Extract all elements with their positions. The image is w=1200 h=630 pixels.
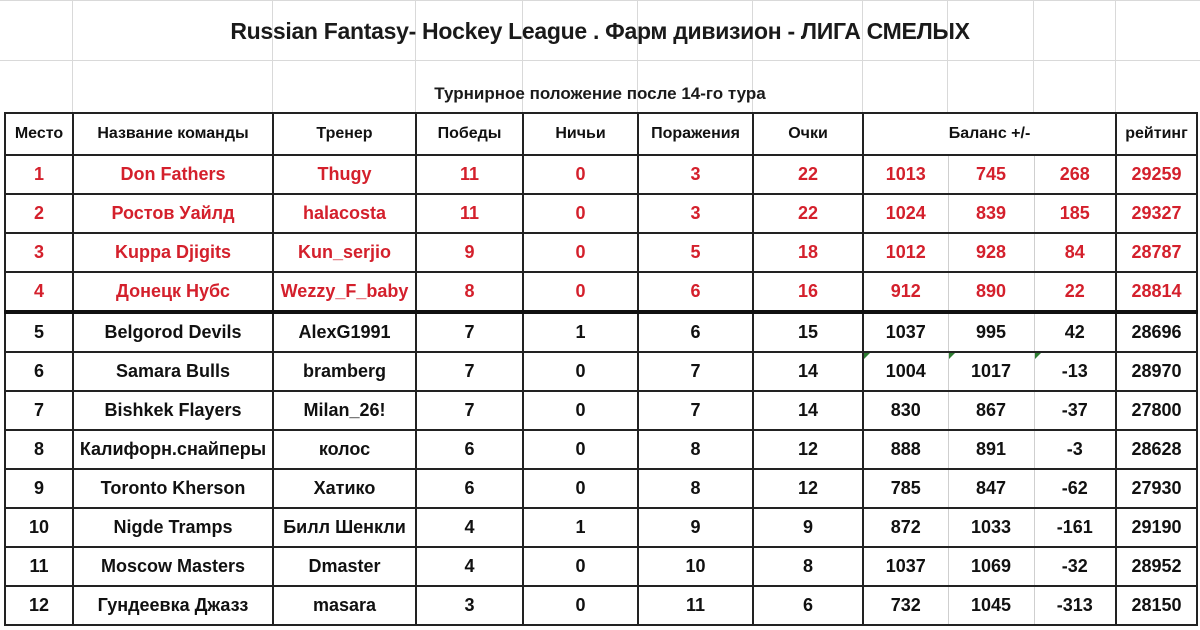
cell-balance-diff[interactable]: -313 — [1034, 586, 1116, 625]
cell-coach[interactable]: bramberg — [273, 352, 416, 391]
cell-note-marker — [864, 353, 870, 359]
cell-balance-scored[interactable]: 912 — [863, 272, 948, 312]
cell-coach[interactable]: halacosta — [273, 194, 416, 233]
cell-balance-scored[interactable]: 1037 — [863, 312, 948, 352]
table-row — [5, 194, 1197, 233]
cell-balance-conceded[interactable]: 890 — [948, 272, 1034, 312]
cell-losses[interactable]: 6 — [638, 272, 753, 312]
cell-place[interactable]: 1 — [5, 155, 73, 194]
cell-draws[interactable]: 1 — [523, 508, 638, 547]
cell-draws[interactable]: 0 — [523, 469, 638, 508]
header-wins[interactable]: Победы — [416, 113, 523, 155]
table-row — [5, 547, 1197, 586]
cell-team[interactable]: Bishkek Flayers — [73, 391, 273, 430]
cell-balance-conceded[interactable]: 1045 — [948, 586, 1034, 625]
cell-place[interactable]: 3 — [5, 233, 73, 272]
cell-coach[interactable]: Kun_serjio — [273, 233, 416, 272]
cell-balance-diff[interactable]: 22 — [1034, 272, 1116, 312]
cell-balance-conceded[interactable]: 928 — [948, 233, 1034, 272]
cell-losses[interactable]: 7 — [638, 391, 753, 430]
cell-wins[interactable]: 11 — [416, 155, 523, 194]
table-row — [5, 233, 1197, 272]
cell-coach[interactable]: Milan_26! — [273, 391, 416, 430]
cell-place[interactable]: 8 — [5, 430, 73, 469]
cell-coach[interactable]: masara — [273, 586, 416, 625]
cell-points[interactable]: 15 — [753, 312, 863, 352]
cell-coach[interactable]: колос — [273, 430, 416, 469]
cell-points[interactable]: 18 — [753, 233, 863, 272]
cell-team[interactable]: Nigde Tramps — [73, 508, 273, 547]
header-coach[interactable]: Тренер — [273, 113, 416, 155]
table-row — [5, 352, 1197, 391]
cell-draws[interactable]: 0 — [523, 233, 638, 272]
table-row — [5, 508, 1197, 547]
cell-place[interactable]: 7 — [5, 391, 73, 430]
cell-wins[interactable]: 4 — [416, 547, 523, 586]
header-team[interactable]: Название команды — [73, 113, 273, 155]
cell-rating[interactable]: 29190 — [1116, 508, 1197, 547]
cell-points[interactable]: 6 — [753, 586, 863, 625]
cell-wins[interactable]: 3 — [416, 586, 523, 625]
cell-balance-conceded[interactable]: 1017 — [948, 352, 1034, 391]
cell-balance-scored[interactable]: 1013 — [863, 155, 948, 194]
cell-wins[interactable]: 7 — [416, 391, 523, 430]
cell-team[interactable]: Калифорн.снайперы — [73, 430, 273, 469]
cell-points[interactable]: 8 — [753, 547, 863, 586]
cell-balance-diff[interactable]: 268 — [1034, 155, 1116, 194]
cell-draws[interactable]: 0 — [523, 352, 638, 391]
cell-place[interactable]: 5 — [5, 312, 73, 352]
cell-balance-diff[interactable]: -62 — [1034, 469, 1116, 508]
cell-rating[interactable]: 28150 — [1116, 586, 1197, 625]
cell-points[interactable]: 12 — [753, 430, 863, 469]
cell-balance-conceded[interactable]: 995 — [948, 312, 1034, 352]
cell-coach[interactable]: Билл Шенкли — [273, 508, 416, 547]
cell-rating[interactable]: 28787 — [1116, 233, 1197, 272]
cell-points[interactable]: 22 — [753, 155, 863, 194]
cell-team[interactable]: Toronto Kherson — [73, 469, 273, 508]
cell-wins[interactable]: 4 — [416, 508, 523, 547]
cell-team[interactable]: Moscow Masters — [73, 547, 273, 586]
cell-balance-conceded[interactable]: 847 — [948, 469, 1034, 508]
cell-place[interactable]: 9 — [5, 469, 73, 508]
cell-balance-conceded[interactable]: 745 — [948, 155, 1034, 194]
cell-balance-diff[interactable]: 84 — [1034, 233, 1116, 272]
cell-balance-diff[interactable]: -32 — [1034, 547, 1116, 586]
cell-coach[interactable]: Thugy — [273, 155, 416, 194]
cell-rating[interactable]: 28696 — [1116, 312, 1197, 352]
table-row — [5, 391, 1197, 430]
cell-balance-diff[interactable]: -161 — [1034, 508, 1116, 547]
cell-balance-scored[interactable]: 872 — [863, 508, 948, 547]
cell-place[interactable]: 12 — [5, 586, 73, 625]
cell-balance-scored[interactable]: 1004 — [863, 352, 948, 391]
cell-rating[interactable]: 28814 — [1116, 272, 1197, 312]
cell-balance-scored[interactable]: 1024 — [863, 194, 948, 233]
cell-draws[interactable]: 0 — [523, 586, 638, 625]
cell-team[interactable]: Гундеевка Джазз — [73, 586, 273, 625]
cell-place[interactable]: 2 — [5, 194, 73, 233]
cell-rating[interactable]: 27930 — [1116, 469, 1197, 508]
cell-losses[interactable]: 10 — [638, 547, 753, 586]
header-row — [5, 113, 1197, 155]
cell-balance-scored[interactable]: 785 — [863, 469, 948, 508]
cell-team[interactable]: Kuppa Djigits — [73, 233, 273, 272]
header-losses[interactable]: Поражения — [638, 113, 753, 155]
cell-rating[interactable]: 29259 — [1116, 155, 1197, 194]
cell-losses[interactable]: 8 — [638, 430, 753, 469]
cell-balance-conceded[interactable]: 1033 — [948, 508, 1034, 547]
cell-note-marker — [949, 353, 955, 359]
cell-balance-conceded[interactable]: 839 — [948, 194, 1034, 233]
cell-losses[interactable]: 8 — [638, 469, 753, 508]
cell-losses[interactable]: 5 — [638, 233, 753, 272]
cell-draws[interactable]: 0 — [523, 194, 638, 233]
cell-note-marker — [1035, 353, 1041, 359]
cell-wins[interactable]: 7 — [416, 352, 523, 391]
cell-team[interactable]: Ростов Уайлд — [73, 194, 273, 233]
cell-team[interactable]: Don Fathers — [73, 155, 273, 194]
cell-balance-diff[interactable]: -37 — [1034, 391, 1116, 430]
cell-points[interactable]: 12 — [753, 469, 863, 508]
table-row — [5, 586, 1197, 625]
header-rating[interactable]: рейтинг — [1116, 113, 1197, 155]
cell-place[interactable]: 6 — [5, 352, 73, 391]
header-balance[interactable]: Баланс +/- — [863, 113, 1116, 155]
table-row — [5, 155, 1197, 194]
cell-wins[interactable]: 11 — [416, 194, 523, 233]
cell-balance-conceded[interactable]: 1069 — [948, 547, 1034, 586]
cell-losses[interactable]: 6 — [638, 312, 753, 352]
cell-rating[interactable]: 28628 — [1116, 430, 1197, 469]
cell-rating[interactable]: 28970 — [1116, 352, 1197, 391]
cell-balance-scored[interactable]: 830 — [863, 391, 948, 430]
table-row — [5, 469, 1197, 508]
cell-balance-scored[interactable]: 1037 — [863, 547, 948, 586]
table-row — [5, 272, 1197, 312]
cell-draws[interactable]: 1 — [523, 312, 638, 352]
header-place[interactable]: Место — [5, 113, 73, 155]
cell-points[interactable]: 9 — [753, 508, 863, 547]
cell-rating[interactable]: 28952 — [1116, 547, 1197, 586]
cell-balance-conceded[interactable]: 891 — [948, 430, 1034, 469]
cell-draws[interactable]: 0 — [523, 430, 638, 469]
cell-team[interactable]: Samara Bulls — [73, 352, 273, 391]
cell-points[interactable]: 16 — [753, 272, 863, 312]
cell-rating[interactable]: 27800 — [1116, 391, 1197, 430]
cell-draws[interactable]: 0 — [523, 155, 638, 194]
cell-draws[interactable]: 0 — [523, 547, 638, 586]
cell-coach[interactable]: AlexG1991 — [273, 312, 416, 352]
cell-losses[interactable]: 9 — [638, 508, 753, 547]
cell-coach[interactable]: Dmaster — [273, 547, 416, 586]
cell-losses[interactable]: 3 — [638, 155, 753, 194]
cell-coach[interactable]: Хатико — [273, 469, 416, 508]
cell-wins[interactable]: 9 — [416, 233, 523, 272]
cell-coach[interactable]: Wezzy_F_baby — [273, 272, 416, 312]
cell-balance-diff[interactable]: -13 — [1034, 352, 1116, 391]
cell-balance-diff[interactable]: 42 — [1034, 312, 1116, 352]
cell-balance-diff[interactable]: 185 — [1034, 194, 1116, 233]
cell-place[interactable]: 10 — [5, 508, 73, 547]
table-row — [5, 430, 1197, 469]
cell-points[interactable]: 22 — [753, 194, 863, 233]
cell-wins[interactable]: 7 — [416, 312, 523, 352]
cell-wins[interactable]: 6 — [416, 430, 523, 469]
cell-balance-diff[interactable]: -3 — [1034, 430, 1116, 469]
cell-rating[interactable]: 29327 — [1116, 194, 1197, 233]
cell-points[interactable]: 14 — [753, 352, 863, 391]
page-subtitle: Турнирное положение после 14-го тура — [434, 84, 766, 103]
cell-losses[interactable]: 3 — [638, 194, 753, 233]
cell-balance-conceded[interactable]: 867 — [948, 391, 1034, 430]
cell-losses[interactable]: 11 — [638, 586, 753, 625]
standings-table — [4, 112, 1198, 626]
cell-balance-scored[interactable]: 1012 — [863, 233, 948, 272]
table-row — [5, 312, 1197, 352]
cell-team[interactable]: Донецк Нубс — [73, 272, 273, 312]
cell-losses[interactable]: 7 — [638, 352, 753, 391]
page-title: Russian Fantasy- Hockey League . Фарм дивизион - ЛИГА СМЕЛЫХ — [230, 18, 970, 44]
cell-wins[interactable]: 8 — [416, 272, 523, 312]
cell-wins[interactable]: 6 — [416, 469, 523, 508]
header-points[interactable]: Очки — [753, 113, 863, 155]
cell-place[interactable]: 4 — [5, 272, 73, 312]
cell-balance-scored[interactable]: 732 — [863, 586, 948, 625]
cell-team[interactable]: Belgorod Devils — [73, 312, 273, 352]
cell-points[interactable]: 14 — [753, 391, 863, 430]
cell-place[interactable]: 11 — [5, 547, 73, 586]
cell-draws[interactable]: 0 — [523, 391, 638, 430]
cell-draws[interactable]: 0 — [523, 272, 638, 312]
header-draws[interactable]: Ничьи — [523, 113, 638, 155]
cell-balance-scored[interactable]: 888 — [863, 430, 948, 469]
